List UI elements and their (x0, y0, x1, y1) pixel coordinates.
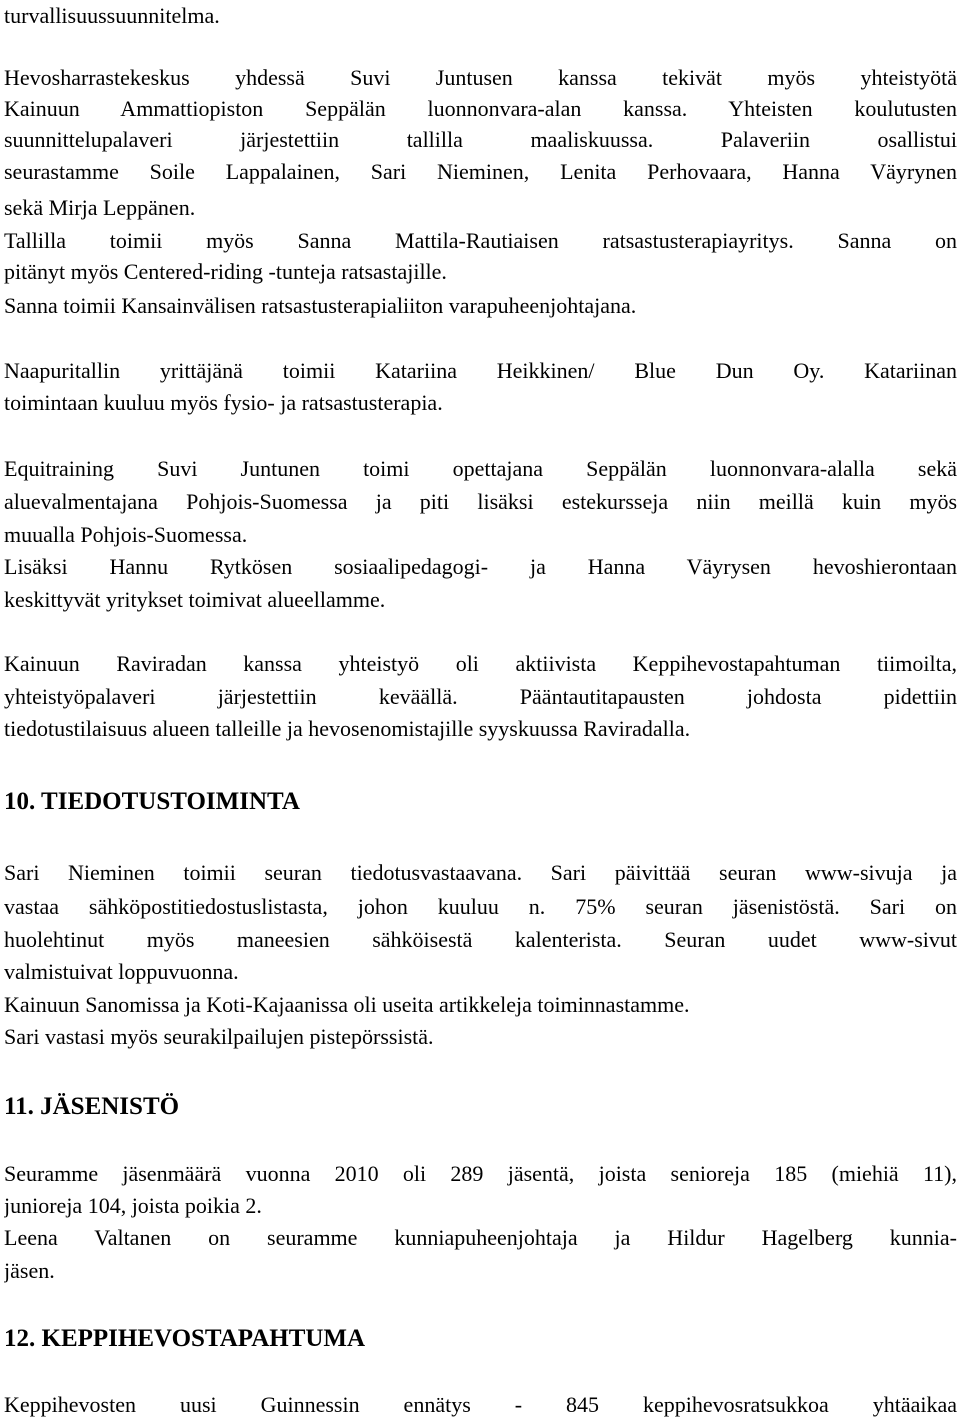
paragraph-line: junioreja 104, joista poikia 2. (4, 1193, 262, 1218)
section-heading: 12. KEPPIHEVOSTAPAHTUMA (4, 1325, 366, 1352)
paragraph-line: valmistuivat loppuvuonna. (4, 959, 239, 984)
paragraph-line: keskittyvät yritykset toimivat alueellamme. (4, 587, 386, 612)
paragraph-line: Leena Valtanen on seuramme kunniapuheenjohtaja ja Hildur Hagelberg kunnia- (4, 1225, 957, 1250)
paragraph-line: toimintaan kuuluu myös fysio- ja ratsastusterapia. (4, 390, 443, 415)
paragraph-line: Equitraining Suvi Juntunen toimi opettajana Seppälän luonnonvara-alalla sekä (4, 456, 957, 481)
paragraph-line: tiedotustilaisuus alueen talleille ja hevosenomistajille syyskuussa Raviradalla. (4, 716, 691, 741)
paragraph-line: Naapuritallin yrittäjänä toimii Katariina Heikkinen/ Blue Dun Oy. Katariinan (4, 358, 957, 383)
paragraph-line: Kainuun Sanomissa ja Koti-Kajaanissa oli useita artikkeleja toiminnastamme. (4, 992, 690, 1017)
paragraph-line: muualla Pohjois-Suomessa. (4, 522, 248, 547)
paragraph-line: Keppihevosten uusi Guinnessin ennätys - 845 keppihevosratsukkoa yhtäaikaa (4, 1392, 957, 1417)
paragraph-line: Kainuun Raviradan kanssa yhteistyö oli aktiivista Keppihevostapahtuman tiimoilta, (4, 651, 957, 676)
section-heading: 11. JÄSENISTÖ (4, 1093, 180, 1120)
paragraph-line: Kainuun Ammattiopiston Seppälän luonnonvara-alan kanssa. Yhteisten koulutusten (4, 96, 957, 121)
paragraph-line: Seuramme jäsenmäärä vuonna 2010 oli 289 jäsentä, joista senioreja 185 (miehiä 11), (4, 1161, 957, 1186)
paragraph-line: pitänyt myös Centered-riding -tunteja ratsastajille. (4, 259, 447, 284)
paragraph-line: Sari vastasi myös seurakilpailujen pistepörssistä. (4, 1024, 434, 1049)
paragraph-line: Hevosharrastekeskus yhdessä Suvi Juntusen kanssa tekivät myös yhteistyötä (4, 65, 957, 90)
paragraph-line: Tallilla toimii myös Sanna Mattila-Rautiaisen ratsastusterapiayritys. Sanna on (4, 228, 957, 253)
paragraph-line: sekä Mirja Leppänen. (4, 195, 196, 220)
paragraph-line: Lisäksi Hannu Rytkösen sosiaalipedagogi- ja Hanna Väyrysen hevoshierontaan (4, 554, 957, 579)
section-heading: 10. TIEDOTUSTOIMINTA (4, 788, 300, 815)
paragraph-line: turvallisuussuunnitelma. (4, 3, 220, 28)
paragraph-line: yhteistyöpalaveri järjestettiin keväällä. Pääntautitapausten johdosta pidettiin (4, 684, 957, 709)
paragraph-line: huolehtinut myös maneesien sähköisestä kalenterista. Seuran uudet www-sivut (4, 927, 957, 952)
paragraph-line: aluevalmentajana Pohjois-Suomessa ja piti lisäksi estekursseja niin meillä kuin myös (4, 489, 957, 514)
paragraph-line: seurastamme Soile Lappalainen, Sari Nieminen, Lenita Perhovaara, Hanna Väyrynen (4, 159, 957, 184)
paragraph-line: vastaa sähköpostitiedostuslistasta, johon kuuluu n. 75% seuran jäsenistöstä. Sari on (4, 894, 957, 919)
paragraph-line: Sanna toimii Kansainvälisen ratsastusterapialiiton varapuheenjohtajana. (4, 293, 637, 318)
paragraph-line: suunnittelupalaveri järjestettiin tallilla maaliskuussa. Palaveriin osallistui (4, 127, 957, 152)
paragraph-line: jäsen. (4, 1258, 55, 1283)
paragraph-line: Sari Nieminen toimii seuran tiedotusvastaavana. Sari päivittää seuran www-sivuja ja (4, 860, 957, 885)
